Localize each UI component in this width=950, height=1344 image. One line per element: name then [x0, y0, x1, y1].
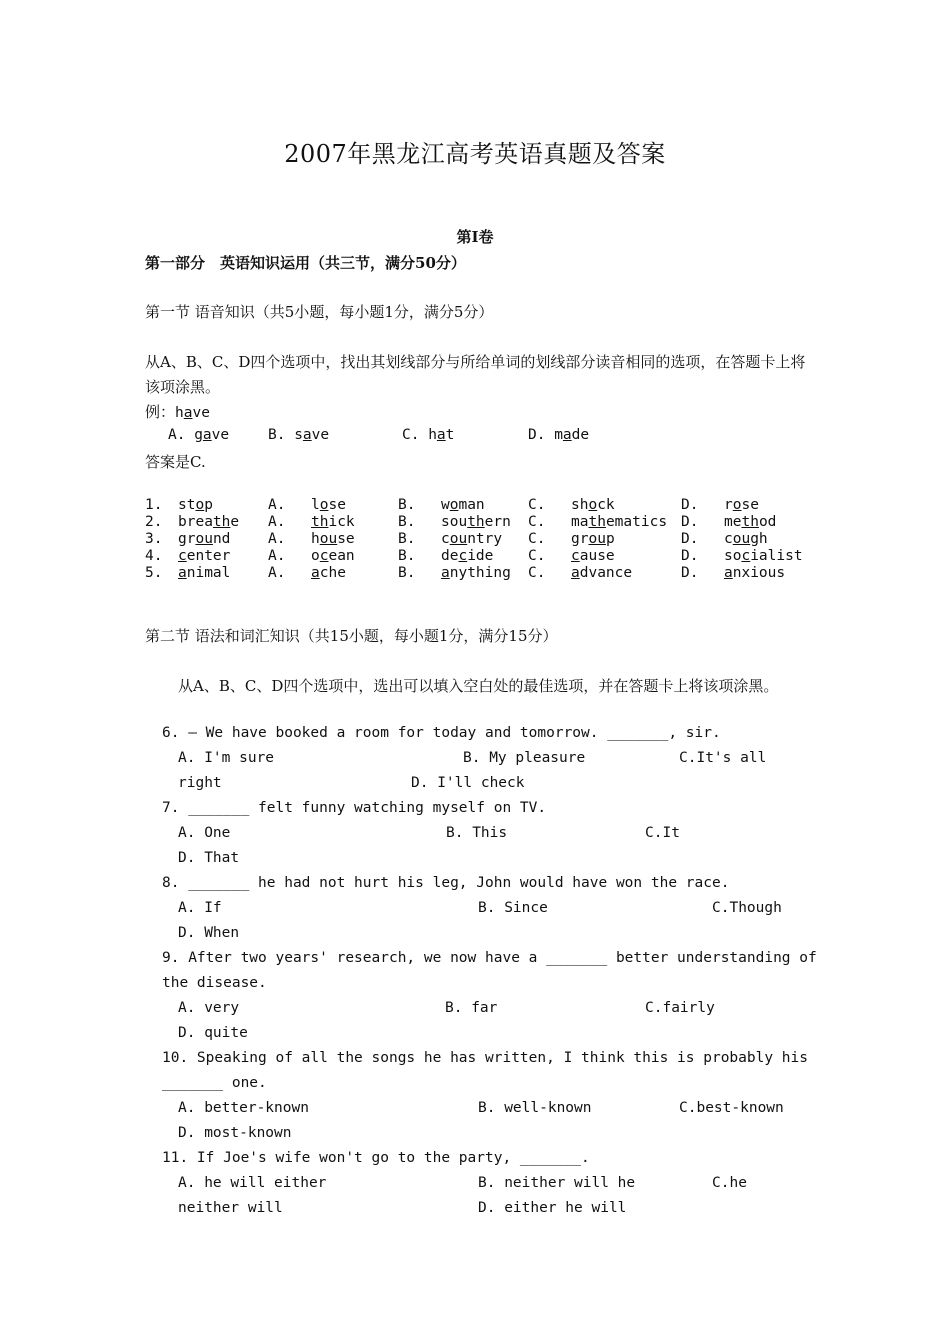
pronunciation-row	[145, 548, 811, 565]
word-text: lose	[311, 497, 346, 513]
word-text: anxious	[724, 565, 786, 581]
word-text: socialist	[724, 548, 803, 564]
option-d-word	[724, 548, 811, 565]
option-d-word	[724, 531, 811, 548]
option-b-word	[441, 565, 528, 582]
pronunciation-row	[145, 531, 811, 548]
question-number: 4.	[145, 548, 163, 564]
word-text: stop	[178, 497, 213, 513]
option-b-word	[441, 548, 528, 565]
question-7-stem: 7. _______ felt funny watching myself on TV.	[162, 800, 547, 816]
option-letter: A.	[268, 531, 286, 547]
question-10-option-c: C.best-known	[679, 1100, 784, 1116]
option-a-word	[311, 548, 398, 565]
word-text: ground	[178, 531, 231, 547]
option-letter: C.	[528, 565, 546, 581]
question-8-stem: 8. _______ he had not hurt his leg, John would have won the race.	[162, 875, 730, 891]
option-letter: D.	[681, 531, 699, 547]
example-prefix: 例：	[145, 403, 176, 421]
section1-heading: 第一节 语音知识（共5小题，每小题1分，满分5分）	[145, 303, 494, 321]
given-word	[178, 548, 268, 565]
pronunciation-row	[145, 497, 811, 514]
section2-heading: 第二节 语法和词汇知识（共15小题，每小题1分，满分15分）	[145, 627, 558, 645]
word-text: country	[441, 531, 503, 547]
option-letter: A.	[268, 565, 286, 581]
option-c-word	[571, 497, 681, 514]
option-letter: B.	[398, 548, 416, 564]
question-9-stem: 9. After two years' research, we now have a _______ better understanding of	[162, 950, 817, 966]
word-text: cough	[724, 531, 768, 547]
option-a-word	[311, 497, 398, 514]
option-a-word	[311, 514, 398, 531]
pronunciation-row	[145, 565, 811, 582]
section1-instruction: 从A、B、C、D四个选项中，找出其划线部分与所给单词的划线部分读音相同的选项，在答题卡上将该项涂黑。	[145, 353, 806, 396]
option-letter: B.	[398, 565, 416, 581]
question-11-stem: 11. If Joe's wife won't go to the party, _______.	[162, 1150, 590, 1166]
given-word	[178, 565, 268, 582]
option-letter: D.	[681, 565, 699, 581]
question-6-option-c-cont: right	[178, 775, 222, 791]
question-11-option-a: A. he will either	[178, 1175, 327, 1191]
example-option-b: B. save	[268, 427, 330, 443]
word-text: house	[311, 531, 355, 547]
option-letter: C.	[528, 548, 546, 564]
option-a-word	[311, 565, 398, 582]
example-answer: 答案是C.	[145, 453, 206, 471]
question-10-option-d: D. most-known	[178, 1125, 292, 1141]
word-text: decide	[441, 548, 494, 564]
question-number: 2.	[145, 514, 163, 530]
option-letter: C.	[528, 497, 546, 513]
option-letter: B.	[398, 497, 416, 513]
option-b-word	[441, 531, 528, 548]
question-number: 5.	[145, 565, 163, 581]
option-letter: D.	[681, 497, 699, 513]
word-text: breathe	[178, 514, 240, 530]
pronunciation-row	[145, 514, 811, 531]
option-letter: A.	[268, 497, 286, 513]
option-letter: C.	[528, 531, 546, 547]
example-line	[145, 401, 210, 422]
option-letter: A.	[268, 548, 286, 564]
question-10-stem-cont: _______ one.	[162, 1075, 267, 1091]
word-text: southern	[441, 514, 511, 530]
given-word	[178, 514, 268, 531]
option-b-word	[441, 497, 528, 514]
question-7-option-d: D. That	[178, 850, 240, 866]
option-b-word	[441, 514, 528, 531]
option-d-word	[724, 514, 811, 531]
option-letter: D.	[681, 514, 699, 530]
word-text: group	[571, 531, 615, 547]
question-10-option-a: A. better-known	[178, 1100, 309, 1116]
question-number: 1.	[145, 497, 163, 513]
question-11-option-b: B. neither will he	[478, 1175, 636, 1191]
word-text: ocean	[311, 548, 355, 564]
word-text: mathematics	[571, 514, 668, 530]
question-9-option-c: C.fairly	[645, 1000, 715, 1016]
word-text: shock	[571, 497, 615, 513]
example-option-c: C. hat	[402, 427, 455, 443]
option-c-word	[571, 514, 681, 531]
question-9-option-b: B. far	[445, 1000, 498, 1016]
question-8-option-b: B. Since	[478, 900, 548, 916]
question-7-option-b: B. This	[446, 825, 508, 841]
question-11-option-c-cont: neither will	[178, 1200, 283, 1216]
section2-instruction: 从A、B、C、D四个选项中，选出可以填入空白处的最佳选项，并在答题卡上将该项涂黑。	[178, 677, 779, 695]
option-d-word	[724, 497, 811, 514]
question-6-option-c: C.It's all	[679, 750, 767, 766]
option-c-word	[571, 548, 681, 565]
question-8-option-d: D. When	[178, 925, 240, 941]
example-word: have	[175, 405, 210, 421]
question-11-option-c: C.he	[712, 1175, 747, 1191]
question-number: 3.	[145, 531, 163, 547]
question-8-option-c: C.Though	[712, 900, 782, 916]
word-text: thick	[311, 514, 355, 530]
question-7-option-a: A. One	[178, 825, 231, 841]
question-6-option-a: A. I'm sure	[178, 750, 275, 766]
pronunciation-table	[145, 497, 811, 582]
word-text: woman	[441, 497, 485, 513]
option-letter: A.	[268, 514, 286, 530]
word-text: anything	[441, 565, 511, 581]
question-9-stem-cont: the disease.	[162, 975, 267, 991]
option-letter: B.	[398, 514, 416, 530]
option-c-word	[571, 531, 681, 548]
question-10-option-b: B. well-known	[478, 1100, 592, 1116]
example-option-d: D. made	[528, 427, 590, 443]
option-c-word	[571, 565, 681, 582]
question-7-option-c: C.It	[645, 825, 680, 841]
word-text: ache	[311, 565, 346, 581]
word-text: method	[724, 514, 777, 530]
word-text: animal	[178, 565, 231, 581]
question-6-option-b: B. My pleasure	[463, 750, 586, 766]
question-9-option-a: A. very	[178, 1000, 240, 1016]
question-6-stem: 6. — We have booked a room for today and tomorrow. _______, sir.	[162, 725, 721, 741]
option-a-word	[311, 531, 398, 548]
part-heading: 第一部分 英语知识运用（共三节，满分50分）	[145, 254, 466, 272]
question-10-stem: 10. Speaking of all the songs he has written, I think this is probably his	[162, 1050, 809, 1066]
option-letter: C.	[528, 514, 546, 530]
question-11-option-d: D. either he will	[478, 1200, 627, 1216]
option-letter: D.	[681, 548, 699, 564]
option-letter: B.	[398, 531, 416, 547]
word-text: center	[178, 548, 231, 564]
question-9-option-d: D. quite	[178, 1025, 248, 1041]
word-text: rose	[724, 497, 759, 513]
given-word	[178, 531, 268, 548]
question-8-option-a: A. If	[178, 900, 222, 916]
option-d-word	[724, 565, 811, 582]
question-6-option-d: D. I'll check	[411, 775, 525, 791]
volume-heading: 第Ⅰ卷	[456, 228, 494, 246]
word-text: advance	[571, 565, 633, 581]
given-word	[178, 497, 268, 514]
example-option-a: A. gave	[168, 427, 230, 443]
document-title: 2007年黑龙江高考英语真题及答案	[284, 140, 666, 168]
word-text: cause	[571, 548, 615, 564]
